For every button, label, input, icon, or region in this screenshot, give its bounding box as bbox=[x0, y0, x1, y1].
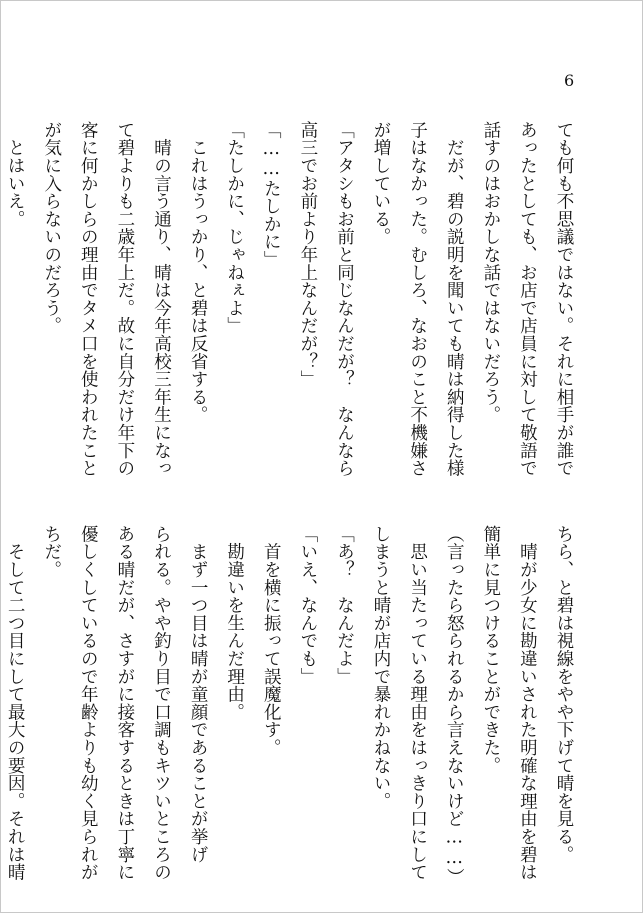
text-line: られる。やや釣り目で口調もキツいところの bbox=[151, 525, 172, 881]
text-line: 晴が少女に勘違いされた明確な理由を碧は bbox=[517, 525, 538, 881]
text-line: ても何も不思議ではない。それに相手が誰で bbox=[554, 121, 574, 477]
text-line: 思い当たっている理由をはっきり口にして bbox=[407, 525, 428, 881]
text-line: 簡単に見つけることができた。 bbox=[480, 525, 501, 775]
text-line: 「たしかに、じゃねぇよ」 bbox=[224, 121, 245, 335]
text-line: 「いえ、なんでも」 bbox=[297, 525, 318, 686]
text-line: 優しくしているので年齢よりも幼く見られが bbox=[78, 525, 99, 881]
text-line: ある晴だが、さすがに接客するときは丁寧に bbox=[114, 525, 135, 881]
text-line: 「あ？ なんだよ」 bbox=[334, 525, 355, 686]
text-line: 子はなかった。むしろ、なおのこと不機嫌さ bbox=[407, 121, 428, 477]
text-line: 客に何かしらの理由でタメ口を使われたこと bbox=[78, 121, 99, 477]
text-line: が気に入らないのだろう。 bbox=[41, 121, 62, 335]
text-line: とはいえ。 bbox=[5, 121, 26, 228]
text-line: まず一つ目は晴が童顔であることが挙げ bbox=[188, 525, 209, 864]
text-line: 首を横に振って誤魔化す。 bbox=[261, 525, 282, 757]
text-line: 高三でお前より年上なんだが？」 bbox=[297, 121, 318, 388]
text-line: が増している。 bbox=[371, 121, 392, 246]
text-line: そして二つ目にして最大の要因。それは晴 bbox=[5, 525, 26, 881]
text-line: しまうと晴が店内で暴れかねない。 bbox=[371, 525, 392, 810]
text-line: だが、碧の説明を聞いても晴は納得した様 bbox=[444, 121, 465, 477]
text-line: これはうっかり、と碧は反省する。 bbox=[188, 121, 209, 424]
text-line: 話すのはおかしな話ではないだろう。 bbox=[480, 121, 501, 424]
upper-text-block bbox=[0, 121, 582, 491]
text-line: 「……たしかに」 bbox=[261, 121, 282, 269]
page-number: 6 bbox=[564, 71, 575, 90]
text-line: ちら、と碧は視線をやや下げて晴を見る。 bbox=[554, 525, 574, 864]
text-line: 「アタシもお前と同じなんだが？ なんなら bbox=[334, 121, 355, 477]
text-line: あったとしても、お店で店員に対して敬語で bbox=[517, 121, 538, 477]
text-line: （言ったら怒られるから言えないけど……） bbox=[444, 525, 465, 886]
text-line: ちだ。 bbox=[41, 525, 62, 579]
text-line: 晴の言う通り、晴は今年高校三年生になっ bbox=[151, 121, 172, 477]
text-line: て碧よりも二歳年上だ。故に自分だけ年下の bbox=[114, 121, 135, 477]
lower-text-block bbox=[0, 525, 582, 895]
text-line: 勘違いを生んだ理由。 bbox=[224, 525, 245, 721]
